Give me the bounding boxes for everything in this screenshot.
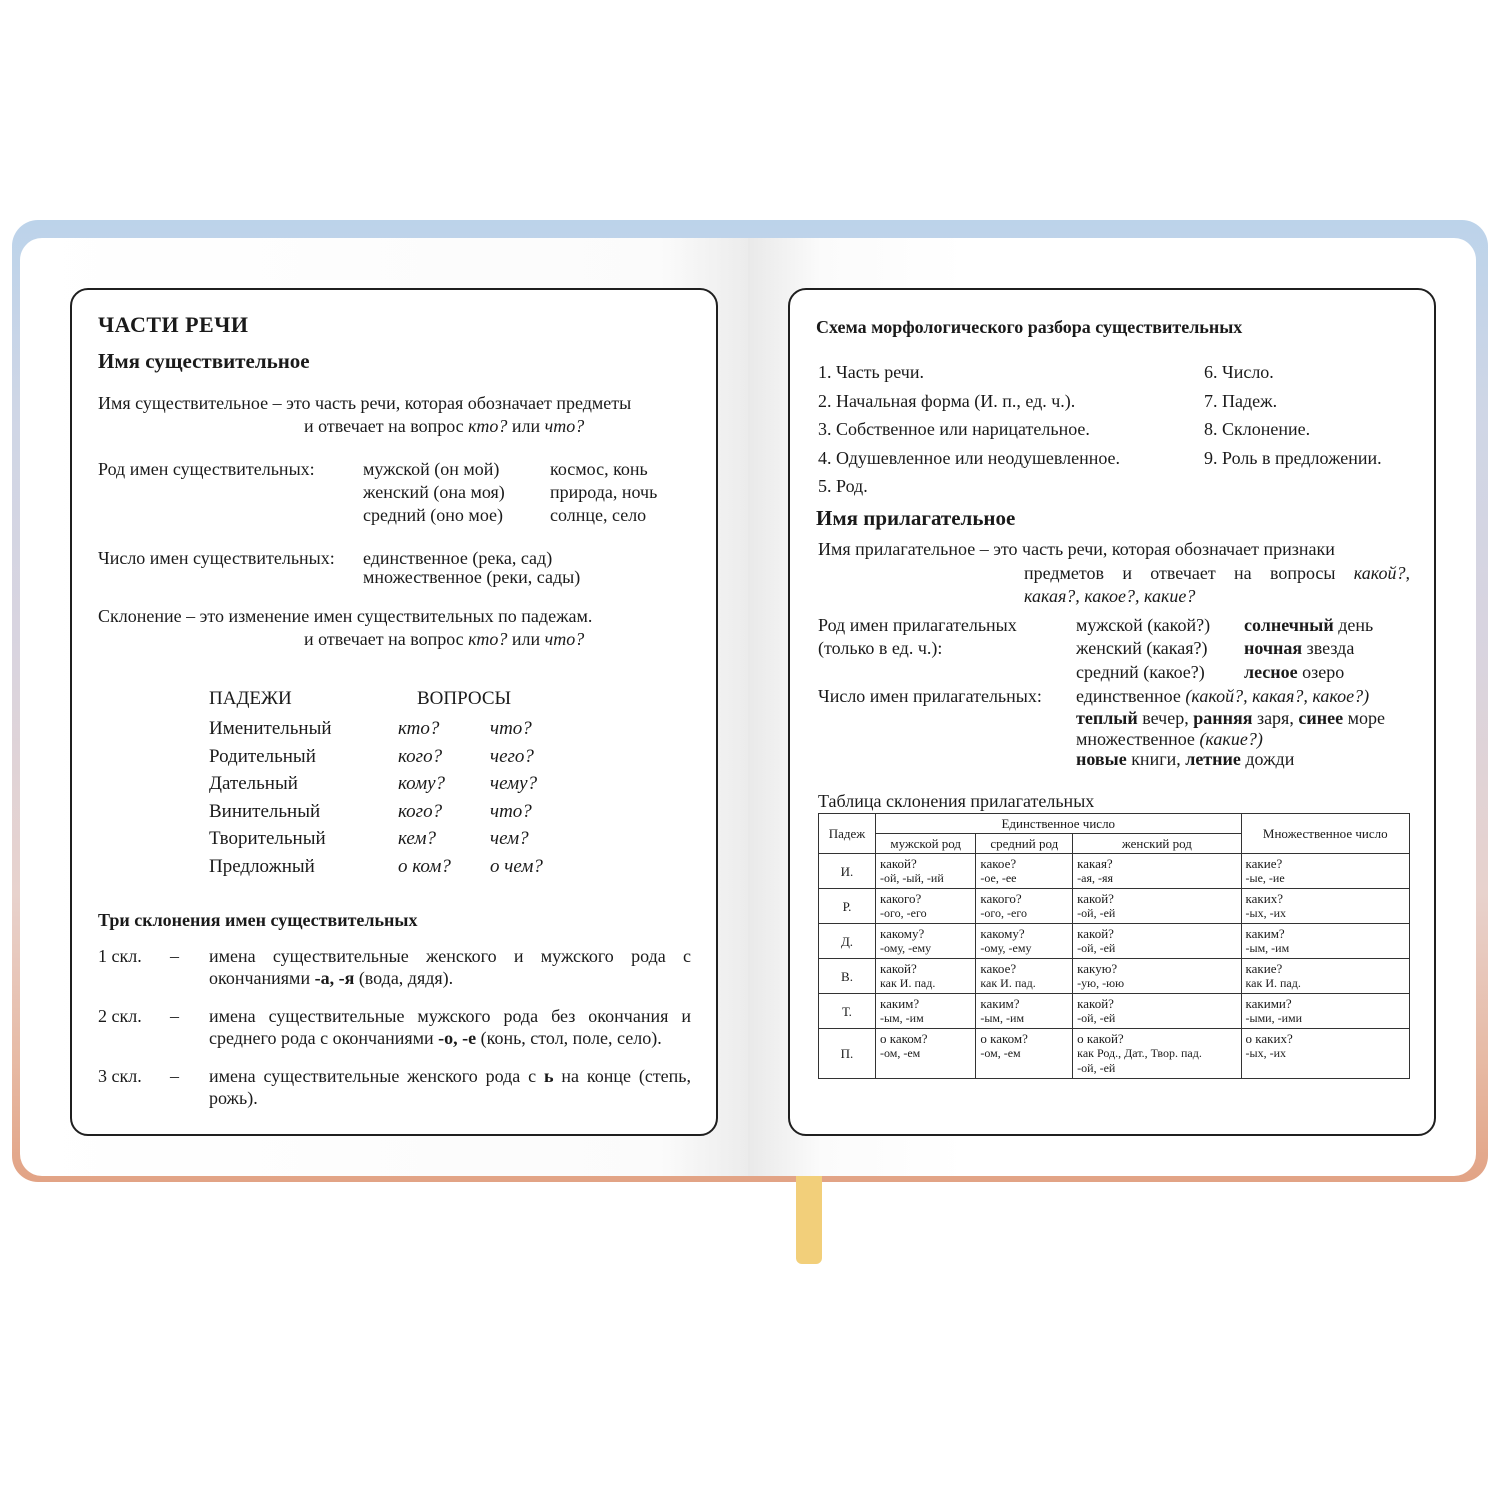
table-cell: П. [819, 1029, 876, 1079]
table-cell: какой? -ой, -ей [1073, 924, 1241, 959]
table-cell: какие? как И. пад. [1241, 959, 1409, 994]
adj-gender-item: мужской (какой?) [1076, 615, 1211, 635]
adjective-definition-line3: какая?, какое?, какие? [1024, 586, 1196, 606]
case-name: Именительный [209, 718, 332, 739]
declension-number: 3 скл. [98, 1066, 142, 1086]
table-cell: какой? -ой, -ей [1073, 994, 1241, 1029]
table-cell: Р. [819, 889, 876, 924]
case-name: Дательный [209, 773, 298, 794]
table-cell: какой? -ой, -ый, -ий [876, 854, 976, 889]
case-question: что? [490, 718, 532, 739]
case-question: кого? [398, 801, 443, 822]
table-cell: о каком? -ом, -ем [976, 1029, 1073, 1079]
case-question: кому? [398, 773, 445, 794]
gender-label: Род имен существительных: [98, 459, 315, 479]
table-header: Единственное число [876, 814, 1242, 834]
table-header: Множественное число [1241, 814, 1409, 854]
gender-item: средний (оно мое) [363, 505, 504, 525]
scheme-item: 8. Склонение. [1204, 419, 1311, 439]
case-question: кто? [398, 718, 440, 739]
adj-gender-example: солнечный день [1244, 615, 1374, 635]
declension-text: имена существительные женского и мужского рода с окончаниями -а, -я (вода, дядя). [209, 946, 691, 988]
case-name: Творительный [209, 828, 326, 849]
adjective-definition-line2: предметов и отвечает на вопросы какой?, [1024, 563, 1410, 583]
case-name: Родительный [209, 746, 316, 767]
noun-definition-line2: и отвечает на вопрос кто? или что? [304, 416, 585, 436]
table-cell: какие? -ые, -ие [1241, 854, 1409, 889]
questions-header: ВОПРОСЫ [417, 688, 512, 709]
three-declensions-heading: Три склонения имен существительных [98, 910, 418, 930]
case-question: кем? [398, 828, 436, 849]
adj-singular-examples: теплый вечер, ранняя заря, синее море [1076, 708, 1385, 728]
number-item: множественное (реки, сады) [363, 567, 581, 587]
table-cell: какому? -ому, -ему [876, 924, 976, 959]
table-cell: о каких? -ых, -их [1241, 1029, 1409, 1079]
table-cell: Д. [819, 924, 876, 959]
bookmark-ribbon [796, 1176, 822, 1264]
gender-example: природа, ночь [550, 482, 658, 502]
case-name: Винительный [209, 801, 321, 822]
table-cell: о каком? -ом, -ем [876, 1029, 976, 1079]
scheme-item: 4. Одушевленное или неодушевленное. [818, 448, 1121, 468]
table-cell: каким? -ым, -им [976, 994, 1073, 1029]
table-header: Падеж [819, 814, 876, 854]
table-cell: какого? -ого, -его [876, 889, 976, 924]
table-header: женский род [1073, 834, 1241, 854]
table-header: средний род [976, 834, 1073, 854]
adj-singular: единственное (какой?, какая?, какое?) [1076, 686, 1370, 706]
declension-text: имена существительные женского рода с ь на конце (степь, рожь). [209, 1066, 692, 1108]
case-question: кого? [398, 746, 443, 767]
gender-example: солнце, село [550, 505, 647, 525]
table-row [819, 924, 1410, 959]
declension-definition-line2: и отвечает на вопрос кто? или что? [304, 629, 585, 649]
table-title: Таблица склонения прилагательных [818, 791, 1095, 811]
table-row [819, 1029, 1410, 1079]
case-name: Предложный [209, 856, 315, 877]
table-cell: В. [819, 959, 876, 994]
table-header: мужской род [876, 834, 976, 854]
table-cell: какого? -ого, -его [976, 889, 1073, 924]
table-cell: каким? -ым, -им [1241, 924, 1409, 959]
table-cell: какими? -ыми, -ими [1241, 994, 1409, 1029]
declension-dash: – [170, 1006, 179, 1026]
table-cell: каким? -ым, -им [876, 994, 976, 1029]
case-question: чем? [490, 828, 529, 849]
table-cell: каких? -ых, -их [1241, 889, 1409, 924]
declension-dash: – [170, 946, 179, 966]
scheme-item: 9. Роль в предложении. [1204, 448, 1382, 468]
table-row [819, 889, 1410, 924]
table-cell: о какой? как Род., Дат., Твор. пад. -ой, -ей [1073, 1029, 1241, 1079]
scheme-item: 1. Часть речи. [818, 362, 924, 382]
gender-item: мужской (он мой) [363, 459, 500, 479]
page-title: ЧАСТИ РЕЧИ [98, 312, 249, 337]
gender-example: космос, конь [550, 459, 648, 479]
case-question: о чем? [490, 856, 543, 877]
adj-number-label: Число имен прилагательных: [818, 686, 1042, 706]
scheme-item: 7. Падеж. [1204, 391, 1278, 411]
table-cell: И. [819, 854, 876, 889]
adj-plural-examples: новые книги, летние дожди [1076, 749, 1295, 769]
adj-gender-item: средний (какое?) [1076, 662, 1205, 682]
table-cell: какой? как И. пад. [876, 959, 976, 994]
scheme-item: 3. Собственное или нарицательное. [818, 419, 1090, 439]
case-question: чему? [490, 773, 538, 794]
table-row [819, 994, 1410, 1029]
scheme-heading: Схема морфологического разбора существительных [816, 317, 1243, 337]
cases-header: ПАДЕЖИ [209, 688, 292, 709]
number-item: единственное (река, сад) [363, 548, 553, 568]
declension-text: имена существительные мужского рода без окончания и среднего рода с окончаниями -о, -е (конь, стол, поле, село). [209, 1006, 691, 1048]
table-cell: какому? -ому, -ему [976, 924, 1073, 959]
table-cell: какое? как И. пад. [976, 959, 1073, 994]
table-cell: какой? -ой, -ей [1073, 889, 1241, 924]
adjective-definition: Имя прилагательное – это часть речи, которая обозначает признаки [818, 539, 1335, 559]
adj-gender-example: лесное озеро [1244, 662, 1345, 682]
gender-item: женский (она моя) [363, 482, 505, 502]
declension-number: 1 скл. [98, 946, 142, 966]
case-question: чего? [490, 746, 534, 767]
table-cell: какую? -ую, -юю [1073, 959, 1241, 994]
declension-number: 2 скл. [98, 1006, 142, 1026]
scheme-item: 5. Род. [818, 476, 868, 496]
adj-gender-item: женский (какая?) [1076, 638, 1208, 658]
table-cell: Т. [819, 994, 876, 1029]
table-cell: какая? -ая, -яя [1073, 854, 1241, 889]
noun-heading: Имя существительное [98, 349, 310, 373]
declension-dash: – [170, 1066, 179, 1086]
table-row [819, 854, 1410, 889]
case-question: что? [490, 801, 532, 822]
adj-gender-label-note: (только в ед. ч.): [818, 638, 943, 658]
adj-gender-example: ночная звезда [1244, 638, 1355, 658]
adjective-declension-table [818, 813, 1410, 1079]
table-row [819, 959, 1410, 994]
noun-definition: Имя существительное – это часть речи, которая обозначает предметы [98, 393, 632, 413]
scheme-item: 2. Начальная форма (И. п., ед. ч.). [818, 391, 1076, 411]
adj-gender-label: Род имен прилагательных [818, 615, 1017, 635]
adj-plural: множественное (какие?) [1076, 729, 1263, 749]
declension-definition: Склонение – это изменение имен существительных по падежам. [98, 606, 593, 626]
scheme-item: 6. Число. [1204, 362, 1274, 382]
case-question: о ком? [398, 856, 451, 877]
table-cell: какое? -ое, -ее [976, 854, 1073, 889]
adjective-heading: Имя прилагательное [816, 506, 1016, 530]
number-label: Число имен существительных: [98, 548, 335, 568]
